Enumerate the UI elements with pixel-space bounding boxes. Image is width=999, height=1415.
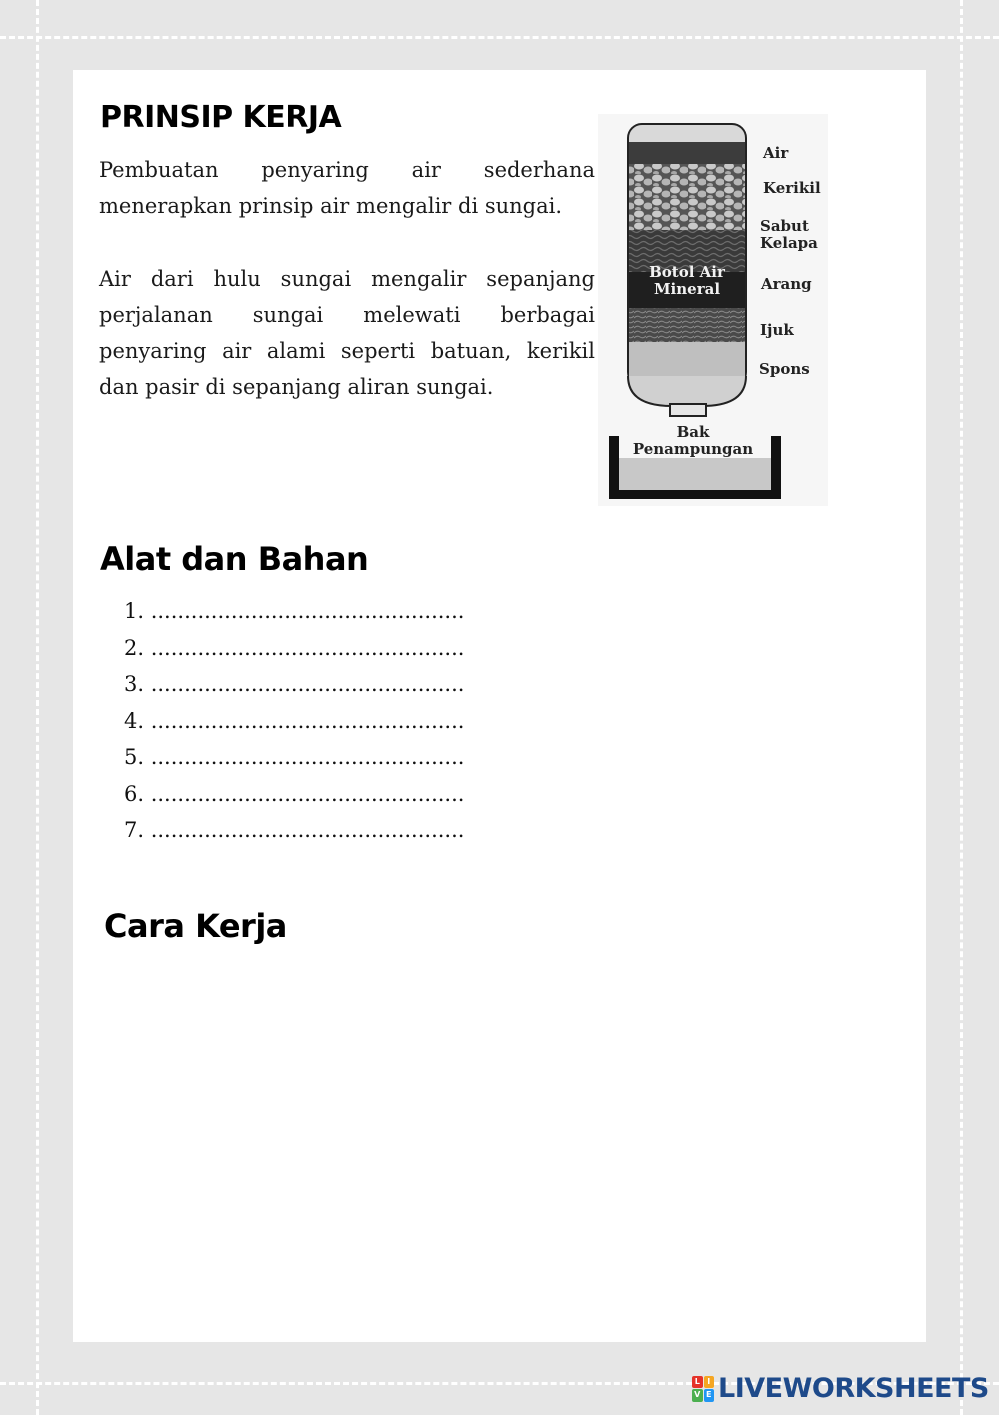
list-item: 6. ............................................... <box>124 781 465 806</box>
layer-label: Arang <box>761 275 812 293</box>
list-item: 5. ............................................... <box>124 745 465 769</box>
border-top-dashed <box>0 36 999 39</box>
liveworksheets-logo-icon <box>692 1376 714 1402</box>
water-filter-diagram <box>598 114 828 506</box>
brand-name: LIVEWORKSHEETS <box>718 1373 989 1404</box>
list-item: 4. ............................................... <box>124 708 465 733</box>
logo-tile: L <box>692 1376 703 1389</box>
list-item: 7. ............................................... <box>124 818 465 842</box>
border-right-dashed <box>960 0 963 1415</box>
layer-label: Air <box>763 144 789 162</box>
list-item: 2. ............................................... <box>124 635 465 660</box>
section-title-alat-bahan: Alat dan Bahan <box>100 540 369 578</box>
list-item: 3. ............................................... <box>124 672 465 696</box>
liveworksheets-branding <box>692 1373 989 1404</box>
border-left-dashed <box>36 0 39 1415</box>
paragraph-intro: Pembuatan penyaring air sederhana menerapkan prinsip air mengalir di sungai. <box>99 158 595 218</box>
container-label: Bak Penampungan <box>632 423 754 458</box>
layer-label: Ijuk <box>760 321 794 339</box>
logo-tile: V <box>692 1389 703 1402</box>
layer-label: Spons <box>759 360 810 378</box>
list-item: 1. ............................................... <box>124 599 465 623</box>
section-title-cara-kerja: Cara Kerja <box>104 907 287 945</box>
bottle-label: Botol Air Mineral <box>649 263 725 298</box>
layer-label: Kerikil <box>763 179 821 197</box>
logo-tile: I <box>704 1376 715 1389</box>
materials-list <box>124 593 464 849</box>
section-title-prinsip-kerja: PRINSIP KERJA <box>100 100 342 135</box>
logo-tile: E <box>704 1389 715 1402</box>
paragraph-explanation: Air dari hulu sungai mengalir sepanjang perjalanan sungai melewati berbagai penyaring air alami seperti batuan, kerikil dan pasir di sepanjang aliran sungai. <box>99 267 595 399</box>
layer-label: Sabut Kelapa <box>760 217 818 252</box>
